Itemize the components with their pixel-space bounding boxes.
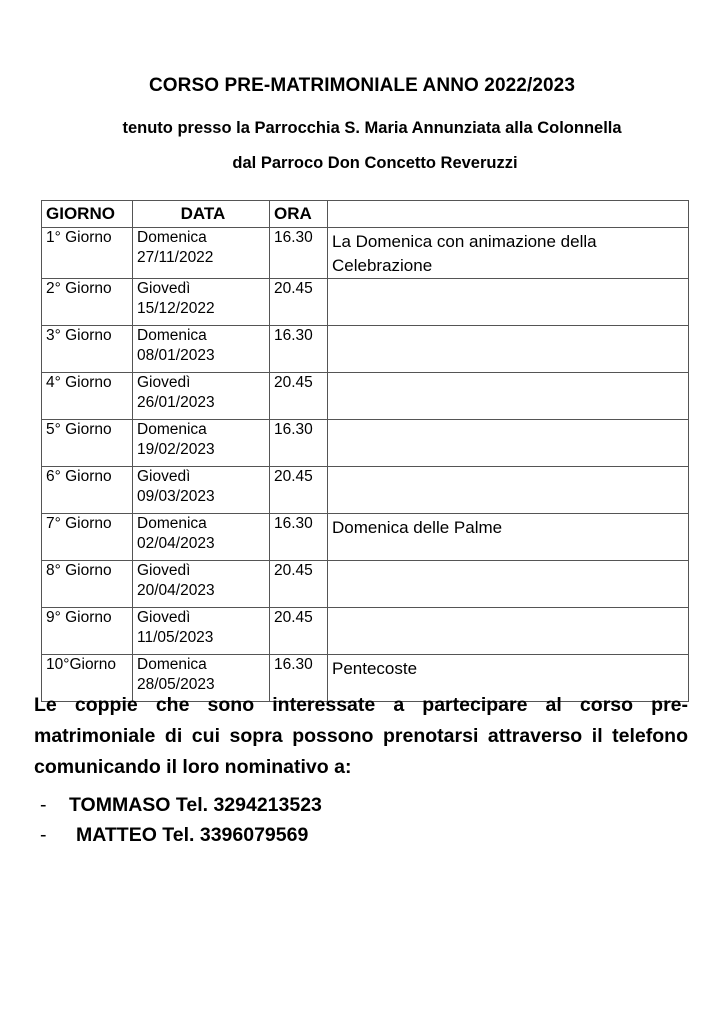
table-row	[42, 608, 689, 655]
cell-weekday: Domenica	[137, 656, 207, 673]
registration-info: Le coppie che sono interessate a partecipare al corso pre-matrimoniale di cui sopra possono prenotarsi attraverso il telefono comunicando il loro nominativo a:	[34, 694, 688, 778]
cell-note	[328, 467, 689, 514]
cell-weekday: Giovedì	[137, 374, 191, 391]
cell-weekday: Domenica	[137, 515, 207, 532]
cell-weekday: Giovedì	[137, 562, 191, 579]
list-dash: -	[40, 824, 47, 846]
cell-day: 1° Giorno	[42, 228, 133, 279]
cell-date	[133, 467, 270, 514]
cell-weekday: Domenica	[137, 229, 207, 246]
cell-weekday: Giovedì	[137, 280, 191, 297]
table-row	[42, 467, 689, 514]
cell-day: 10°Giorno	[42, 655, 133, 702]
cell-day: 7° Giorno	[42, 514, 133, 561]
cell-date	[133, 279, 270, 326]
cell-date	[133, 561, 270, 608]
pastor-line: dal Parroco Don Concetto Reveruzzi	[232, 154, 518, 172]
cell-note	[328, 420, 689, 467]
cell-date-value: 09/03/2023	[137, 488, 215, 505]
cell-date-value: 27/11/2022	[137, 249, 214, 266]
table-header-row	[42, 201, 689, 228]
cell-note	[328, 608, 689, 655]
cell-date	[133, 514, 270, 561]
cell-note: Pentecoste	[328, 655, 689, 702]
cell-time: 16.30	[270, 228, 328, 279]
table-row	[42, 279, 689, 326]
cell-weekday: Giovedì	[137, 468, 191, 485]
cell-time: 16.30	[270, 326, 328, 373]
cell-day: 2° Giorno	[42, 279, 133, 326]
table-row	[42, 420, 689, 467]
table-row	[42, 373, 689, 420]
header-date: DATA	[133, 201, 270, 228]
cell-date-value: 08/01/2023	[137, 347, 215, 364]
table-row	[42, 561, 689, 608]
cell-note: La Domenica con animazione della Celebrazione	[328, 228, 689, 279]
cell-date-value: 28/05/2023	[137, 676, 215, 693]
schedule-table	[41, 200, 689, 702]
cell-date-value: 20/04/2023	[137, 582, 215, 599]
cell-weekday: Giovedì	[137, 609, 191, 626]
header-day: GIORNO	[42, 201, 133, 228]
cell-date	[133, 420, 270, 467]
cell-note	[328, 326, 689, 373]
cell-note	[328, 279, 689, 326]
cell-day: 9° Giorno	[42, 608, 133, 655]
document-title: CORSO PRE-MATRIMONIALE ANNO 2022/2023	[148, 75, 575, 96]
cell-day: 6° Giorno	[42, 467, 133, 514]
cell-date-value: 15/12/2022	[137, 300, 215, 317]
cell-date	[133, 228, 270, 279]
cell-time: 20.45	[270, 373, 328, 420]
cell-date	[133, 326, 270, 373]
cell-day: 8° Giorno	[42, 561, 133, 608]
table-row	[42, 326, 689, 373]
cell-date-value: 26/01/2023	[137, 394, 215, 411]
cell-day: 5° Giorno	[42, 420, 133, 467]
cell-date-value: 02/04/2023	[137, 535, 215, 552]
cell-time: 20.45	[270, 467, 328, 514]
cell-day: 3° Giorno	[42, 326, 133, 373]
header-time: ORA	[270, 201, 328, 228]
parish-subtitle: tenuto presso la Parrocchia S. Maria Annunziata alla Colonnella	[122, 119, 622, 137]
cell-time: 20.45	[270, 279, 328, 326]
table-row	[42, 514, 689, 561]
cell-day: 4° Giorno	[42, 373, 133, 420]
cell-time: 16.30	[270, 655, 328, 702]
cell-time: 20.45	[270, 608, 328, 655]
cell-time: 16.30	[270, 420, 328, 467]
list-dash: -	[40, 794, 47, 816]
cell-note	[328, 561, 689, 608]
cell-note: Domenica delle Palme	[328, 514, 689, 561]
cell-time: 20.45	[270, 561, 328, 608]
cell-weekday: Domenica	[137, 421, 207, 438]
cell-time: 16.30	[270, 514, 328, 561]
cell-date-value: 11/05/2023	[137, 629, 214, 646]
cell-date-value: 19/02/2023	[137, 441, 215, 458]
header-note	[328, 201, 689, 228]
cell-date	[133, 373, 270, 420]
cell-weekday: Domenica	[137, 327, 207, 344]
cell-note	[328, 373, 689, 420]
contact-phone: MATTEO Tel. 3396079569	[76, 824, 309, 846]
contact-phone: TOMMASO Tel. 3294213523	[69, 794, 322, 816]
table-row	[42, 228, 689, 279]
cell-date	[133, 608, 270, 655]
